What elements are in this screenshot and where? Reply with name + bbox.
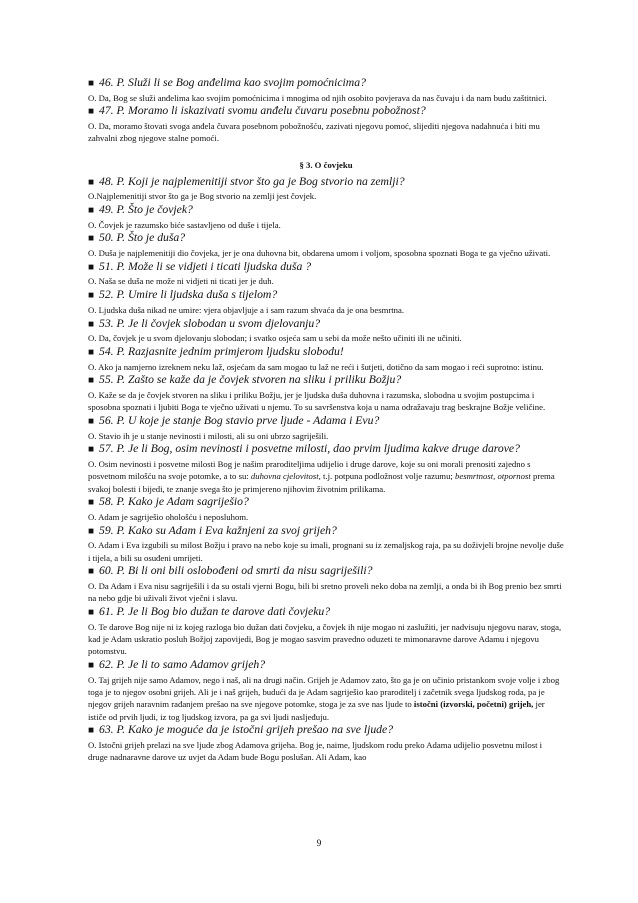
qa-entry [88, 317, 564, 345]
bullet-square: ■ [88, 106, 95, 118]
question: ■ 46. P. Služi li se Bog anđelima kao svojim pomoćnicima? [88, 76, 366, 89]
qa-entry [88, 495, 564, 523]
qa-entry [88, 564, 564, 604]
answer: O. Stavio ih je u stanje nevinosti i milosti, ali su oni ubrzo sagriješili. [88, 430, 329, 441]
bullet-square: ■ [88, 290, 95, 302]
bullet-square: ■ [88, 525, 95, 537]
bullet-square: ■ [88, 660, 95, 672]
bullet-square: ■ [88, 261, 95, 273]
answer: O. Da Adam i Eva nisu sagriješili i da su ostali vjerni Bogu, bili bi sretno proveli neko doba na zemlji, a onda bi ih Bog prenio bez smrti na nebo gdje bi uživali život vječni i slavu. [88, 581, 562, 604]
question: ■ 50. P. Što je duša? [88, 231, 186, 245]
answer-57: O. Osim nevinosti i posvetne milosti Bog je našim praroditeljima udijelio i druge darove, koje su oni morali prenositi zajedno s posvetnom milošću na svoje potomke, a to su: duhovna cjelovitost, t.j. potpuna podložnost volje razumu; besmrtnost, otpornost prema svakoj bolesti i bijedi, te znanje svega što je primjereno njihovim životnim prilikama. [88, 458, 555, 494]
qa-entry-62 [88, 658, 564, 723]
question-62: ■ 62. P. Je li to samo Adamov grijeh? [88, 658, 266, 672]
answer: O. Ljudska duša nikad ne umire: vjera objavljuje a i sam razum shvaća da je ona besmrtna. [88, 304, 405, 315]
bullet-square: ■ [88, 318, 95, 330]
question: ■ 48. P. Koji je najplemenitiji stvor što ga je Bog stvorio na zemlji? [88, 174, 405, 188]
question: ■ 51. P. Može li se vidjeti i ticati ljudska duša ? [88, 259, 312, 273]
question: ■ 49. P. Što je čovjek? [88, 202, 193, 216]
bullet-square: ■ [88, 566, 95, 578]
qa-entry [88, 203, 564, 231]
answer: O. Adam i Eva izgubili su milost Božju i pravo na nebo koje su imali, prognani su iz zemaljskog raja, pa su doživjeli brojne nevolje duše i tijela, a bili su osuđeni umrijeti. [88, 540, 564, 563]
qa-entry [88, 605, 564, 657]
question: ■ 52. P. Umire li ljudska duša s tijelom? [88, 288, 278, 302]
answer: O. Naša se duša ne može ni vidjeti ni ticati jer je duh. [88, 276, 274, 287]
qa-entry [88, 231, 564, 259]
section-title: § 3. O čovjeku [299, 159, 353, 170]
question: ■ 55. P. Zašto se kaže da je čovjek stvoren na sliku i priliku Božju? [88, 373, 402, 387]
bullet-square: ■ [88, 78, 95, 89]
answer-63: O. Istočni grijeh prelazi na sve ljude zbog Adamova grijeha. Bog je, naime, ljudskom rodu preko Adama udijelio posvetnu milost i druge nadnaravne darove uz uvjet da Adam bude Bogu poslušan. Ali Adam, kao [88, 740, 543, 763]
answer: O. Da, moramo štovati svoga anđela čuvara posebnom pobožnošću, zazivati njegovu pomoć, slijediti njegova nadahnuća i biti mu zahvalni zbog njegove stalne pomoći. [88, 120, 540, 144]
bullet-square: ■ [88, 444, 95, 456]
answer: O. Da, Bog se služi anđelima kao svojim pomoćnicima i mnogima od njih osobito povjerava da nas čuvaju i da nam budu zaštitnici. [88, 92, 547, 103]
qa-entry-57 [88, 442, 564, 494]
answer: O. Adam je sagriješio ohološću i neposluhom. [88, 511, 249, 522]
answer: O. Kaže se da je čovjek stvoren na sliku i priliku Božju, jer je ljudska duša duhovna i razumska, slobodna u svojim postupcima i sposobna spoznati i ljubiti Boga te vječno uživati u njemu. To su savršenstva koja u nama odražavaju trag beskrajne Božje veličine. [88, 389, 546, 413]
question-63: ■ 63. P. Kako je moguće da je istočni grijeh prešao na sve ljude? [88, 723, 394, 737]
qa-entry [88, 373, 564, 413]
bullet-square: ■ [88, 233, 95, 245]
bullet-square: ■ [88, 725, 95, 737]
qa-entry [88, 414, 564, 442]
qa-entry-63 [88, 723, 564, 763]
qa-entry [88, 288, 564, 316]
bullet-square: ■ [88, 375, 95, 387]
question: ■ 53. P. Je li čovjek slobodan u svom djelovanju? [88, 316, 321, 330]
answer: O.Najplemenitiji stvor što ga je Bog stvorio na zemlji jest čovjek. [88, 191, 317, 202]
question: ■ 47. P. Moramo li iskazivati svomu anđelu čuvaru posebnu pobožnost? [88, 104, 426, 118]
qa-entry [88, 345, 564, 373]
bullet-square: ■ [88, 497, 95, 509]
question: ■ 58. P. Kako je Adam sagriješio? [88, 495, 249, 509]
question: ■ 59. P. Kako su Adam i Eva kažnjeni za svoj grijeh? [88, 523, 337, 537]
qa-entry [88, 104, 564, 144]
qa-entry [88, 524, 564, 564]
answer-62: O. Taj grijeh nije samo Adamov, nego i naš, ali na drugi način. Grijeh je Adamov zato, što ga je on učinio pristankom svoje volje i zbog toga je to njegov osobni grijeh. Ali je i naš grijeh, budući da je Adam sagriješio kao praroditelj i začetnik svega ljudskog roda, pa je njegov grijeh naravnim rađanjem prešao na sve njegove potomke, stoga je za sve nas ljude to istočni (izvorski, početni) grijeh, jer ističe od prvih ljudi, iz tog ljudskog izvora, pa ga svi ljudi nasljeđuju. [88, 674, 560, 722]
bullet-square: ■ [88, 204, 95, 216]
question: ■ 60. P. Bi li oni bili oslobođeni od smrti da nisu sagriješili? [88, 564, 373, 578]
page-number: 9 [316, 838, 322, 848]
bullet-square: ■ [88, 607, 95, 619]
answer: O. Te darove Bog nije ni iz kojeg razloga bio dužan dati čovjeku, a čovjek ih nije mogao ni zaslužiti, jer nadvisuju njegovu narav, stoga, kad je Adam uskratio posluh Božjoj zapovijedi, Bog je mogao sasvim pravedno oduzeti te mimonaravne darove Adamu i njegovu potomstvu. [88, 621, 562, 657]
bullet-square: ■ [88, 176, 95, 188]
qa-entry [88, 175, 564, 203]
question-57: ■ 57. P. Je li Bog, osim nevinosti i posvetne milosti, dao prvim ljudima kakve druge darove? [88, 442, 520, 456]
bullet-square: ■ [88, 416, 95, 427]
answer: O. Ako ja namjerno izreknem neku laž, osjećam da sam mogao tu laž ne reći i šutjeti, dotično da sam mogao i reći suprotno: istinu. [88, 361, 544, 372]
qa-entry [88, 260, 564, 288]
answer: O. Da, čovjek je u svom djelovanju slobodan; i svatko osjeća sam u sebi da može nešto učiniti ili ne učiniti. [88, 333, 462, 344]
bullet-square: ■ [88, 346, 95, 358]
qa-entry [88, 76, 564, 104]
question: ■ 61. P. Je li Bog bio dužan te darove dati čovjeku? [88, 605, 331, 619]
answer: O. Čovjek je razumsko biće sastavljeno od duše i tijela. [88, 219, 281, 230]
answer: O. Duša je najplemenitiji dio čovjeka, jer je ona duhovna bit, obdarena umom i voljom, sposobna spoznati Boga te ga vječno uživati. [88, 247, 551, 258]
question: ■ 56. P. U koje je stanje Bog stavio prve ljude - Adama i Evu? [88, 414, 380, 427]
question: ■ 54. P. Razjasnite jednim primjerom ljudsku slobodu! [88, 344, 344, 358]
